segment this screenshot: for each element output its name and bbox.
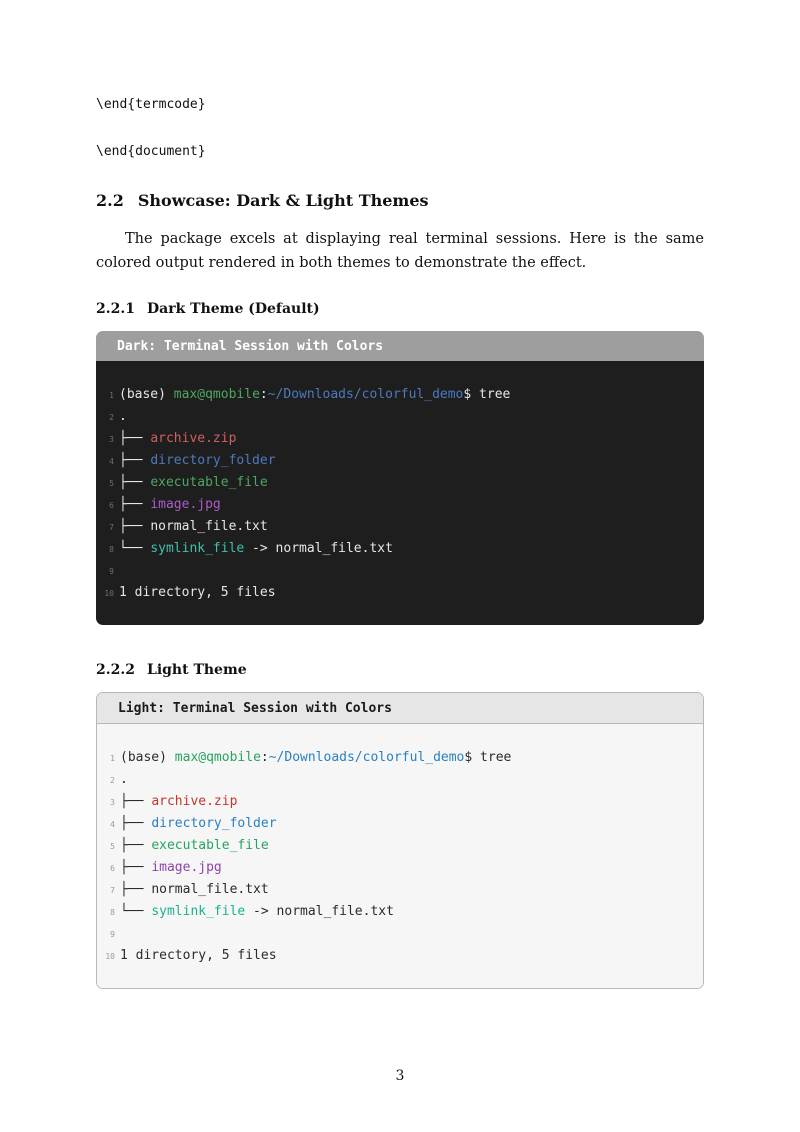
terminal-line [103,901,695,923]
code-segment-default: $ tree [464,750,512,765]
terminal-line-code [120,835,269,856]
terminal-line [102,472,696,494]
line-number: 10 [105,952,115,961]
terminal-line [102,494,696,516]
terminal-line [102,428,696,450]
dark-terminal-body [96,361,704,625]
terminal-line-code [120,791,237,812]
code-segment-default: ├── [120,794,152,809]
code-segment-default: ├── [120,838,152,853]
terminal-line-code [119,384,510,405]
line-number: 5 [110,842,115,851]
line-number: 7 [109,523,114,532]
line-number: 4 [110,820,115,829]
terminal-line-code [120,923,128,944]
line-number: 5 [109,479,114,488]
terminal-line [103,945,695,967]
code-segment-default: (base) [120,750,175,765]
code-segment-blue: ~/Downloads/colorful_demo [268,750,465,765]
code-segment-default: ├── [120,860,152,875]
code-segment-blue: directory_folder [150,453,276,468]
section-title: Showcase: Dark & Light Themes [137,191,429,210]
terminal-line-code [119,538,393,559]
terminal-line-code [119,494,221,515]
code-segment-default: ├── [119,431,151,446]
line-number: 10 [104,589,114,598]
terminal-line [102,516,696,538]
intro-paragraph: The package excels at displaying real terminal sessions. Here is the same colored output rendered in both themes to demonstrate the effect. [96,231,704,271]
terminal-line-code [119,472,268,493]
terminal-line-code [119,406,127,427]
line-number: 2 [110,776,115,785]
code-segment-red: archive.zip [150,431,237,446]
terminal-line [102,406,696,428]
line-number: 6 [109,501,114,510]
line-number: 7 [110,886,115,895]
terminal-line-code [120,945,277,966]
terminal-line-code [119,516,268,537]
latex-end-document: \end{document} [96,144,206,159]
terminal-line [102,538,696,560]
code-segment-green: executable_file [150,475,268,490]
subsection-number-light: 2.2.2 [96,662,135,678]
code-segment-default: . [120,772,128,787]
line-number: 4 [109,457,114,466]
code-segment-default: : [259,387,268,402]
code-segment-blue: directory_folder [151,816,277,831]
terminal-line-code [120,879,269,900]
code-segment-magenta: image.jpg [151,860,222,875]
subsection-heading-light [96,662,704,678]
code-segment-default: ├── [119,453,151,468]
code-segment-default: ├── [119,497,151,512]
light-terminal-body [97,724,703,988]
line-number: 8 [109,545,114,554]
light-terminal-box [96,692,704,989]
line-number: 3 [110,798,115,807]
terminal-line-code [120,857,222,878]
line-number: 8 [110,908,115,917]
dark-terminal-title: Dark: Terminal Session with Colors [96,331,704,361]
terminal-line-code [120,769,128,790]
code-segment-default: 1 directory, 5 files [119,585,276,600]
code-segment-default: . [119,409,127,424]
terminal-line [103,879,695,901]
subsection-title-light: Light Theme [146,662,247,678]
section-number: 2.2 [96,191,124,210]
light-terminal-title: Light: Terminal Session with Colors [97,693,703,724]
code-segment-default: └── [120,904,152,919]
terminal-line [102,560,696,582]
code-segment-blue: ~/Downloads/colorful_demo [267,387,464,402]
terminal-line [103,791,695,813]
terminal-line [103,747,695,769]
code-segment-default: -> normal_file.txt [245,904,394,919]
terminal-line [103,813,695,835]
code-segment-default: normal_file.txt [150,519,268,534]
code-segment-default: normal_file.txt [151,882,269,897]
line-number: 1 [109,391,114,400]
page-number: 3 [395,1068,405,1084]
code-segment-magenta: image.jpg [150,497,221,512]
code-segment-default: -> normal_file.txt [244,541,393,556]
section-heading [96,191,704,210]
terminal-line-code [120,901,394,922]
subsection-number-dark: 2.2.1 [96,301,135,317]
code-segment-green: max@qmobile [173,387,260,402]
terminal-line [103,835,695,857]
terminal-line [103,923,695,945]
terminal-line [103,769,695,791]
terminal-line [102,450,696,472]
line-number: 6 [110,864,115,873]
terminal-line-code [119,450,276,471]
subsection-heading-dark [96,301,704,317]
code-segment-green: max@qmobile [174,750,261,765]
terminal-line [103,857,695,879]
terminal-line-code [119,560,127,581]
code-segment-default: $ tree [463,387,511,402]
code-segment-cyan: symlink_file [150,541,245,556]
latex-end-termcode: \end{termcode} [96,97,206,112]
line-number: 9 [110,930,115,939]
terminal-line-code [119,582,276,603]
code-segment-default: ├── [119,519,151,534]
terminal-line [102,582,696,604]
code-segment-green: executable_file [151,838,269,853]
terminal-line-code [120,813,277,834]
dark-terminal-box [96,331,704,625]
line-number: 1 [110,754,115,763]
terminal-line [102,384,696,406]
code-segment-red: archive.zip [151,794,238,809]
terminal-line-code [120,747,511,768]
line-number: 2 [109,413,114,422]
terminal-line-code [119,428,236,449]
code-segment-cyan: symlink_file [151,904,246,919]
code-segment-default: (base) [119,387,174,402]
code-segment-default: ├── [120,882,152,897]
code-segment-default: ├── [120,816,152,831]
code-segment-default: ├── [119,475,151,490]
code-segment-default: : [260,750,269,765]
line-number: 9 [109,567,114,576]
code-segment-default: └── [119,541,151,556]
subsection-title-dark: Dark Theme (Default) [146,301,320,317]
code-segment-default: 1 directory, 5 files [120,948,277,963]
line-number: 3 [109,435,114,444]
